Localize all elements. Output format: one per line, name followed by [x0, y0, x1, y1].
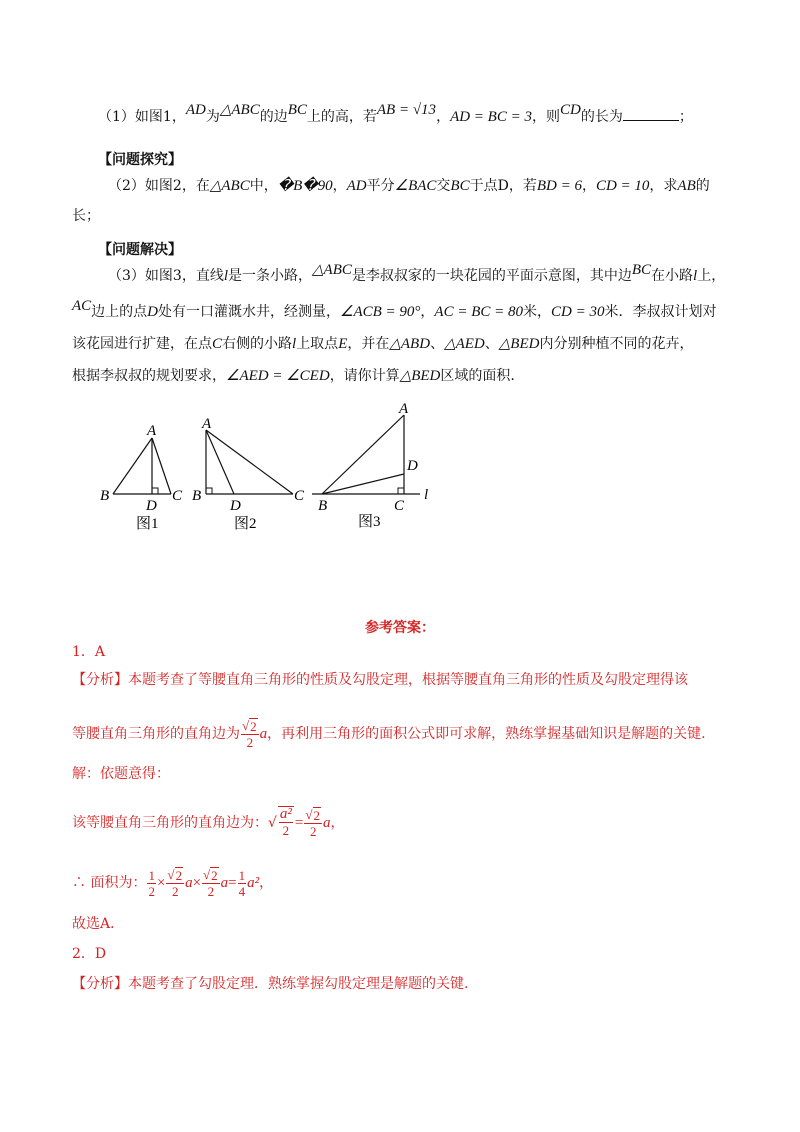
q3-triangle: △ABC [312, 262, 352, 278]
num-sqrt: √ 2 [167, 867, 183, 883]
figure-1 [92, 410, 202, 535]
fig2-label-a: A [202, 416, 212, 432]
den-2c: 2 [171, 884, 179, 899]
q1-text: 的边 [259, 109, 288, 125]
question-3-line4 [72, 366, 515, 386]
q1-bc: BC [287, 102, 307, 118]
q3-text-i: 米， [523, 304, 552, 320]
q1-wei: 为 [205, 109, 220, 125]
question-3-line2 [72, 298, 717, 322]
q1-triangle: △ABC [219, 102, 260, 118]
times-1: × [156, 875, 166, 891]
num-sqrt2: √ 2 [203, 867, 218, 883]
q2-text-f: 于点D，若 [469, 178, 537, 194]
fig3-caption: 图3 [358, 514, 381, 530]
choose-a: 故选A． [72, 916, 125, 932]
fig3-label-l: l [424, 487, 429, 503]
q3-text-l: 右侧的小路 [222, 336, 293, 352]
question-1 [98, 102, 693, 127]
rad-2c: 2 [175, 868, 183, 883]
analysis-1-text-a: 等腰直角三角形的直角边为 [72, 726, 240, 742]
q1-ad: AD [185, 102, 206, 118]
q2-triangle: △ABC [209, 178, 250, 194]
q3-text-m: 上取点 [296, 336, 339, 352]
fig1-label-b: B [100, 488, 110, 504]
area-formula [72, 866, 273, 900]
var-a: a [259, 726, 268, 742]
q1-prefix: （1）如图1， [98, 109, 186, 125]
q3-text-c: 是李叔叔家的一块花园的平面示意图，其中边 [351, 268, 632, 284]
answer-2: 2．D [72, 946, 107, 962]
num-1b: 1 [238, 867, 246, 883]
comma: ， [330, 815, 345, 831]
q3-dun1: 、 [430, 336, 445, 352]
q3-bed2: △BED [399, 368, 441, 384]
q2-text-b: 中， [249, 178, 278, 194]
var-a4: a [220, 875, 229, 891]
equals: = [294, 815, 304, 831]
rad-2d: 2 [211, 868, 218, 883]
q3-bc: BC [631, 262, 652, 278]
q3-ac-bc: AC = BC = 80 [434, 304, 524, 320]
analysis-1-line2 [72, 718, 706, 750]
q2-text-d: 平分 [366, 178, 395, 194]
q1-ze: ，则 [531, 109, 560, 125]
q1-sep: ， [436, 109, 451, 125]
rad-2b: 2 [313, 808, 321, 823]
answer-1: 1．A [72, 644, 106, 660]
den-4: 4 [238, 883, 246, 899]
q2-angle-b: �B�90 [277, 178, 333, 194]
q2-text: （2）如图2，在 [108, 178, 210, 194]
fig1-label-c: C [172, 488, 183, 504]
var-a3: a [185, 875, 193, 891]
q2-bc: BC [450, 178, 470, 194]
fig1-label-a: A [147, 423, 157, 439]
figure-3 [310, 395, 440, 535]
q1-chang: 的长为 [580, 109, 623, 125]
q2-cd: CD = 10 [595, 178, 650, 194]
analysis-1-line1: 【分析】本题考查了等腰直角三角形的性质及勾股定理，根据等腰直角三角形的性质及勾股定理得该 [72, 672, 688, 688]
q2-angle-bac: ∠BAC [394, 178, 437, 194]
answers-title: 参考答案： [365, 620, 435, 636]
frac-den-2: 2 [282, 823, 290, 838]
fig3-label-a: A [399, 401, 409, 417]
q3-l3: l [292, 336, 297, 352]
q3-text-f: 边上的点 [91, 304, 148, 320]
solution-intro: 解：依题意得： [72, 766, 170, 782]
q3-angle-eq: ∠AED = ∠CED [226, 368, 330, 384]
fig2-label-b: B [192, 488, 202, 504]
q3-cd: CD = 30 [551, 304, 605, 320]
q3-abd: △ABD [389, 336, 431, 352]
therefore-symbol: ∴ [72, 875, 86, 891]
fraction-sqrt2-over-2b [304, 807, 322, 839]
fig3-label-c: C [394, 498, 405, 514]
answer-blank [623, 106, 679, 121]
area-text: 面积为： [90, 875, 147, 891]
q1-text2: 上的高，若 [306, 109, 377, 125]
var-a2: a [323, 815, 331, 831]
q3-text-r: 区域的面积. [440, 368, 515, 384]
q3-l: l [223, 268, 228, 284]
figure-2 [190, 410, 320, 535]
q3-angle-acb: ∠ACB = 90° [340, 304, 421, 320]
q3-l2: l [693, 268, 698, 284]
leg-text: 该等腰直角三角形的直角边为： [72, 815, 268, 831]
fig1-caption: 图1 [136, 516, 159, 532]
frac-den2: 2 [309, 824, 317, 839]
q1-end: ； [678, 109, 693, 125]
fraction-1-4 [238, 868, 247, 899]
var-a-squared: a² [247, 875, 260, 891]
question-3-line3 [72, 334, 693, 354]
fraction-sqrt2-2c [166, 867, 184, 899]
q1-ad-eq: AD = BC = 3 [450, 109, 532, 125]
leg-formula [72, 806, 345, 840]
frac-num: √ 2 [242, 718, 257, 734]
heading-explore: 【问题探究】 [98, 152, 182, 168]
q2-text-h: ，求 [649, 178, 678, 194]
analysis-1-text-b: ，再利用三角形的面积公式即可求解，熟练掌握基础知识是解题的关键. [267, 726, 706, 742]
q3-bed: △BED [498, 336, 540, 352]
fraction-sqrt2-2d [202, 867, 220, 899]
question-2-line1 [108, 176, 710, 196]
num-1: 1 [148, 867, 155, 883]
heading-solve: 【问题解决】 [98, 242, 182, 258]
question-2-line2: 长； [72, 208, 100, 224]
question-3-line1 [108, 262, 726, 286]
fig2-label-d: D [230, 498, 241, 514]
q3-dun2: 、 [484, 336, 499, 352]
q2-ab: AB [677, 178, 696, 194]
times-2: × [192, 875, 202, 891]
analysis-2: 【分析】本题考查了勾股定理．熟练掌握勾股定理是解题的关键. [72, 976, 469, 992]
frac-den: 2 [246, 735, 254, 750]
q3-text-j: 米．李叔叔计划对 [604, 304, 717, 320]
q3-c: C [212, 336, 223, 352]
q3-aed: △AED [444, 336, 485, 352]
fig2-label-c: C [294, 488, 305, 504]
fig3-label-b: B [318, 498, 328, 514]
den-2: 2 [148, 883, 155, 899]
q3-e: E [338, 336, 348, 352]
q1-ab-eq: AB = √13 [376, 102, 437, 118]
q3-text-e: 上， [697, 268, 726, 284]
q3-text-k: 该花园进行扩建，在点 [72, 336, 212, 352]
comma2: ， [259, 875, 274, 891]
frac-num-a2: a² [279, 806, 292, 822]
q3-text-n: ，并在 [347, 336, 390, 352]
q3-text-q: ，请你计算 [329, 368, 400, 384]
q3-text-p: 根据李叔叔的规划要求， [72, 368, 226, 384]
fraction-sqrt2-over-2 [241, 718, 259, 750]
fig1-label-d: D [146, 498, 157, 514]
q2-text-g: ， [581, 178, 596, 194]
q3-text-d: 在小路 [651, 268, 694, 284]
frac-a2-2 [278, 806, 294, 838]
q3-text-b: 是一条小路， [228, 268, 312, 284]
frac-num2: √ 2 [305, 807, 321, 823]
q2-text-i: 的 [695, 178, 710, 194]
q3-d: D [147, 304, 159, 320]
q1-cd: CD [559, 102, 581, 118]
rad-2: 2 [250, 719, 257, 734]
sqrt-a2-over-2: √ $\frac{\text{a²}}{2}$ [268, 806, 292, 838]
q2-text-e: 交 [436, 178, 451, 194]
q3-text-g: 处有一口灌溉水井，经测量， [158, 304, 341, 320]
fraction-1-2 [147, 868, 156, 899]
fig3-label-d: D [407, 458, 418, 474]
q3-text-h: ， [420, 304, 435, 320]
q2-bd: BD = 6 [536, 178, 582, 194]
q2-ad: AD [346, 178, 367, 194]
den-2d: 2 [207, 884, 215, 899]
equals2: = [228, 875, 237, 891]
fig2-caption: 图2 [234, 516, 257, 532]
q3-ac: AC [72, 298, 92, 314]
q2-text-c: ， [332, 178, 347, 194]
q3-text-o: 内分别种植不同的花卉， [539, 336, 694, 352]
q3-text: （3）如图3，直线 [108, 268, 224, 284]
